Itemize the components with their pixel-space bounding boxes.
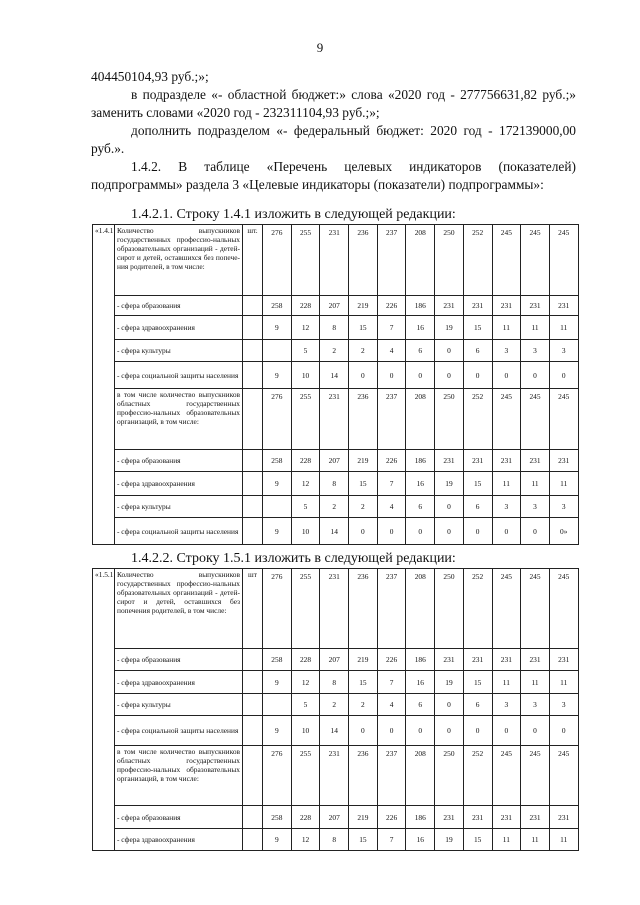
value-cell: 255 — [291, 225, 320, 296]
value-cell: 9 — [263, 518, 292, 545]
value-cell: 231 — [435, 649, 464, 671]
value-cell: 231 — [521, 296, 550, 316]
value-cell — [263, 340, 292, 362]
value-cell: 207 — [320, 296, 349, 316]
unit-cell — [243, 806, 263, 829]
value-cell: 11 — [549, 472, 578, 496]
value-cell: 19 — [435, 671, 464, 694]
value-cell: 10 — [291, 362, 320, 389]
value-cell: 250 — [435, 225, 464, 296]
indicator-name: - сфера образования — [115, 649, 243, 671]
value-cell: 231 — [463, 450, 492, 472]
value-cell: 11 — [549, 829, 578, 851]
value-cell: 0 — [349, 716, 378, 746]
unit-cell — [243, 316, 263, 340]
value-cell: 7 — [377, 316, 406, 340]
value-cell — [263, 694, 292, 716]
value-cell: 255 — [291, 746, 320, 806]
value-cell: 245 — [549, 225, 578, 296]
value-cell: 258 — [263, 450, 292, 472]
value-cell: 231 — [521, 806, 550, 829]
unit-cell — [243, 296, 263, 316]
value-cell: 7 — [377, 829, 406, 851]
indicator-name: - сфера социальной защиты населения — [115, 716, 243, 746]
value-cell: 228 — [291, 296, 320, 316]
value-cell: 219 — [349, 450, 378, 472]
value-cell: 226 — [377, 450, 406, 472]
value-cell: 8 — [320, 472, 349, 496]
value-cell: 231 — [320, 746, 349, 806]
value-cell: 0» — [549, 518, 578, 545]
paragraph: дополнить подразделом «- федеральный бюджет: 2020 год - 172139000,00 руб.». — [91, 123, 576, 156]
value-cell: 245 — [492, 389, 521, 450]
value-cell: 6 — [406, 496, 435, 518]
indicator-code: «1.4.1 — [93, 225, 115, 545]
value-cell: 15 — [349, 829, 378, 851]
table-row — [93, 450, 579, 472]
value-cell: 236 — [349, 225, 378, 296]
value-cell: 207 — [320, 806, 349, 829]
value-cell: 252 — [463, 746, 492, 806]
value-cell: 0 — [463, 716, 492, 746]
value-cell: 231 — [549, 806, 578, 829]
unit-cell — [243, 450, 263, 472]
value-cell: 15 — [463, 671, 492, 694]
value-cell: 5 — [291, 496, 320, 518]
table-row — [93, 225, 579, 296]
indicator-name: - сфера здравоохранения — [115, 472, 243, 496]
value-cell: 0 — [435, 340, 464, 362]
value-cell: 14 — [320, 716, 349, 746]
value-cell: 8 — [320, 671, 349, 694]
value-cell: 252 — [463, 225, 492, 296]
indicator-name: - сфера здравоохранения — [115, 671, 243, 694]
indicator-name: - сфера образования — [115, 450, 243, 472]
value-cell: 231 — [435, 806, 464, 829]
value-cell: 7 — [377, 671, 406, 694]
value-cell: 276 — [263, 225, 292, 296]
value-cell: 19 — [435, 316, 464, 340]
table-row — [93, 746, 579, 806]
value-cell: 231 — [320, 389, 349, 450]
value-cell: 0 — [349, 362, 378, 389]
value-cell: 258 — [263, 806, 292, 829]
value-cell: 14 — [320, 362, 349, 389]
value-cell: 0 — [377, 518, 406, 545]
unit-cell — [243, 340, 263, 362]
value-cell: 228 — [291, 806, 320, 829]
value-cell: 226 — [377, 649, 406, 671]
value-cell: 0 — [435, 694, 464, 716]
indicator-name: - сфера культуры — [115, 340, 243, 362]
table-row — [93, 389, 579, 450]
value-cell: 231 — [549, 649, 578, 671]
value-cell: 15 — [349, 671, 378, 694]
indicator-name: в том числе количество выпускников областных государственных профессио-нальных образовательных организаций, в том числе: — [115, 389, 243, 450]
value-cell: 0 — [377, 362, 406, 389]
value-cell: 12 — [291, 472, 320, 496]
value-cell: 255 — [291, 389, 320, 450]
value-cell: 0 — [435, 496, 464, 518]
value-cell: 237 — [377, 569, 406, 649]
value-cell: 228 — [291, 450, 320, 472]
value-cell: 186 — [406, 296, 435, 316]
value-cell: 245 — [521, 746, 550, 806]
value-cell: 19 — [435, 829, 464, 851]
value-cell: 15 — [463, 316, 492, 340]
value-cell: 276 — [263, 569, 292, 649]
value-cell: 258 — [263, 296, 292, 316]
value-cell: 0 — [463, 518, 492, 545]
indicator-code: «1.5.1 — [93, 569, 115, 851]
value-cell: 245 — [549, 389, 578, 450]
value-cell: 2 — [349, 496, 378, 518]
value-cell: 276 — [263, 746, 292, 806]
value-cell: 11 — [492, 472, 521, 496]
value-cell: 236 — [349, 389, 378, 450]
value-cell: 11 — [521, 829, 550, 851]
value-cell: 231 — [320, 569, 349, 649]
table-row — [93, 671, 579, 694]
value-cell: 2 — [349, 694, 378, 716]
value-cell: 250 — [435, 746, 464, 806]
value-cell: 12 — [291, 829, 320, 851]
value-cell: 231 — [492, 649, 521, 671]
value-cell: 8 — [320, 316, 349, 340]
value-cell: 6 — [406, 694, 435, 716]
paragraph: 404450104,93 руб.;»; — [91, 69, 209, 84]
value-cell: 186 — [406, 649, 435, 671]
unit-cell — [243, 694, 263, 716]
indicator-name: - сфера образования — [115, 806, 243, 829]
value-cell: 5 — [291, 694, 320, 716]
value-cell: 15 — [463, 829, 492, 851]
value-cell: 231 — [492, 806, 521, 829]
value-cell: 0 — [492, 362, 521, 389]
table-row — [93, 569, 579, 649]
paragraph: в подразделе «- областной бюджет:» слова «2020 год - 277756631,82 руб.;» заменить словами «2020 год - 232311104,93 руб.;»; — [91, 87, 576, 120]
value-cell: 250 — [435, 569, 464, 649]
value-cell: 11 — [549, 316, 578, 340]
value-cell: 231 — [320, 225, 349, 296]
value-cell: 9 — [263, 716, 292, 746]
value-cell: 255 — [291, 569, 320, 649]
value-cell: 258 — [263, 649, 292, 671]
value-cell: 0 — [406, 716, 435, 746]
value-cell: 245 — [521, 225, 550, 296]
value-cell: 10 — [291, 716, 320, 746]
table-row — [93, 829, 579, 851]
value-cell: 6 — [463, 496, 492, 518]
value-cell: 9 — [263, 472, 292, 496]
value-cell: 4 — [377, 340, 406, 362]
value-cell: 11 — [492, 316, 521, 340]
value-cell: 8 — [320, 829, 349, 851]
value-cell: 245 — [549, 569, 578, 649]
value-cell: 10 — [291, 518, 320, 545]
indicator-table-2 — [92, 568, 579, 851]
value-cell: 12 — [291, 671, 320, 694]
unit-cell — [243, 746, 263, 806]
value-cell: 231 — [521, 649, 550, 671]
value-cell: 11 — [521, 316, 550, 340]
indicator-name: - сфера социальной защиты населения — [115, 518, 243, 545]
value-cell: 276 — [263, 389, 292, 450]
value-cell — [263, 496, 292, 518]
unit-cell: шт — [243, 569, 263, 649]
value-cell: 0 — [406, 362, 435, 389]
value-cell: 16 — [406, 671, 435, 694]
value-cell: 231 — [492, 450, 521, 472]
value-cell: 3 — [549, 694, 578, 716]
value-cell: 12 — [291, 316, 320, 340]
unit-cell — [243, 829, 263, 851]
value-cell: 231 — [463, 296, 492, 316]
table-row — [93, 296, 579, 316]
value-cell: 7 — [377, 472, 406, 496]
table-row — [93, 649, 579, 671]
value-cell: 0 — [492, 716, 521, 746]
unit-cell — [243, 649, 263, 671]
value-cell: 6 — [406, 340, 435, 362]
indicator-name: - сфера образования — [115, 296, 243, 316]
table-row — [93, 362, 579, 389]
paragraph: 1.4.2. В таблице «Перечень целевых индикаторов (показателей) подпрограммы» раздела 3 «Целевые индикаторы (показатели) подпрограммы»: — [91, 159, 576, 192]
value-cell: 3 — [521, 340, 550, 362]
value-cell: 6 — [463, 694, 492, 716]
value-cell: 0 — [377, 716, 406, 746]
value-cell: 16 — [406, 316, 435, 340]
value-cell: 208 — [406, 569, 435, 649]
value-cell: 3 — [492, 340, 521, 362]
value-cell: 0 — [521, 362, 550, 389]
value-cell: 0 — [435, 518, 464, 545]
value-cell: 15 — [463, 472, 492, 496]
unit-cell — [243, 716, 263, 746]
section1-heading: 1.4.2.1. Строку 1.4.1 изложить в следующей редакции: — [131, 207, 456, 222]
value-cell: 3 — [492, 496, 521, 518]
value-cell: 245 — [492, 746, 521, 806]
value-cell: 11 — [521, 671, 550, 694]
value-cell: 3 — [549, 340, 578, 362]
value-cell: 2 — [320, 496, 349, 518]
value-cell: 208 — [406, 389, 435, 450]
table-row — [93, 518, 579, 545]
value-cell: 2 — [349, 340, 378, 362]
indicator-name: - сфера культуры — [115, 496, 243, 518]
table-row — [93, 806, 579, 829]
value-cell: 252 — [463, 569, 492, 649]
value-cell: 15 — [349, 316, 378, 340]
value-cell: 4 — [377, 694, 406, 716]
value-cell: 231 — [435, 450, 464, 472]
value-cell: 231 — [435, 296, 464, 316]
value-cell: 4 — [377, 496, 406, 518]
indicator-name: - сфера культуры — [115, 694, 243, 716]
value-cell: 186 — [406, 450, 435, 472]
value-cell: 252 — [463, 389, 492, 450]
value-cell: 3 — [492, 694, 521, 716]
value-cell: 237 — [377, 389, 406, 450]
value-cell: 237 — [377, 225, 406, 296]
value-cell: 245 — [492, 569, 521, 649]
value-cell: 16 — [406, 472, 435, 496]
value-cell: 231 — [549, 296, 578, 316]
unit-cell — [243, 362, 263, 389]
value-cell: 11 — [492, 671, 521, 694]
value-cell: 9 — [263, 829, 292, 851]
indicator-table-1 — [92, 224, 579, 545]
value-cell: 207 — [320, 450, 349, 472]
body-text — [91, 68, 576, 194]
value-cell: 228 — [291, 649, 320, 671]
value-cell: 6 — [463, 340, 492, 362]
value-cell: 231 — [463, 806, 492, 829]
table-row — [93, 316, 579, 340]
section2-heading: 1.4.2.2. Строку 1.5.1 изложить в следующей редакции: — [131, 551, 456, 566]
value-cell: 3 — [521, 694, 550, 716]
value-cell: 11 — [549, 671, 578, 694]
table-row — [93, 496, 579, 518]
value-cell: 5 — [291, 340, 320, 362]
value-cell: 3 — [549, 496, 578, 518]
value-cell: 0 — [521, 518, 550, 545]
value-cell: 11 — [521, 472, 550, 496]
table-row — [93, 716, 579, 746]
value-cell: 245 — [549, 746, 578, 806]
value-cell: 245 — [521, 389, 550, 450]
unit-cell — [243, 496, 263, 518]
value-cell: 207 — [320, 649, 349, 671]
value-cell: 0 — [521, 716, 550, 746]
value-cell: 14 — [320, 518, 349, 545]
value-cell: 9 — [263, 671, 292, 694]
value-cell: 2 — [320, 694, 349, 716]
value-cell: 3 — [521, 496, 550, 518]
value-cell: 231 — [549, 450, 578, 472]
value-cell: 219 — [349, 296, 378, 316]
unit-cell — [243, 389, 263, 450]
page-number: 9 — [316, 40, 324, 55]
value-cell: 19 — [435, 472, 464, 496]
indicator-name: в том числе количество выпускников областных государственных профессио-нальных образовательных организаций, в том числе: — [115, 746, 243, 806]
value-cell: 245 — [521, 569, 550, 649]
value-cell: 236 — [349, 569, 378, 649]
value-cell: 236 — [349, 746, 378, 806]
value-cell: 219 — [349, 649, 378, 671]
table-row — [93, 472, 579, 496]
value-cell: 2 — [320, 340, 349, 362]
table-row — [93, 340, 579, 362]
indicator-name: - сфера здравоохранения — [115, 829, 243, 851]
value-cell: 226 — [377, 806, 406, 829]
value-cell: 231 — [492, 296, 521, 316]
table-row — [93, 694, 579, 716]
unit-cell — [243, 472, 263, 496]
value-cell: 208 — [406, 746, 435, 806]
value-cell: 11 — [492, 829, 521, 851]
value-cell: 0 — [463, 362, 492, 389]
value-cell: 0 — [549, 362, 578, 389]
value-cell: 186 — [406, 806, 435, 829]
unit-cell: шт. — [243, 225, 263, 296]
indicator-name: - сфера здравоохранения — [115, 316, 243, 340]
value-cell: 0 — [406, 518, 435, 545]
value-cell: 0 — [435, 716, 464, 746]
value-cell: 15 — [349, 472, 378, 496]
indicator-name: Количество выпускников государственных профессио-нальных образовательных организаций - детей-сирот и детей, оставшихся без попече-ния родителей, в том числе: — [115, 225, 243, 296]
value-cell: 9 — [263, 316, 292, 340]
unit-cell — [243, 518, 263, 545]
value-cell: 219 — [349, 806, 378, 829]
value-cell: 0 — [349, 518, 378, 545]
indicator-name: Количество выпускников государственных профессио-нальных образовательных организаций - детей-сирот и детей, оставшихся без попечения родителей, в том числе: — [115, 569, 243, 649]
value-cell: 0 — [549, 716, 578, 746]
value-cell: 9 — [263, 362, 292, 389]
value-cell: 226 — [377, 296, 406, 316]
value-cell: 237 — [377, 746, 406, 806]
value-cell: 231 — [463, 649, 492, 671]
value-cell: 250 — [435, 389, 464, 450]
value-cell: 245 — [492, 225, 521, 296]
value-cell: 0 — [435, 362, 464, 389]
indicator-name: - сфера социальной защиты населения — [115, 362, 243, 389]
unit-cell — [243, 671, 263, 694]
value-cell: 231 — [521, 450, 550, 472]
value-cell: 208 — [406, 225, 435, 296]
value-cell: 0 — [492, 518, 521, 545]
value-cell: 16 — [406, 829, 435, 851]
